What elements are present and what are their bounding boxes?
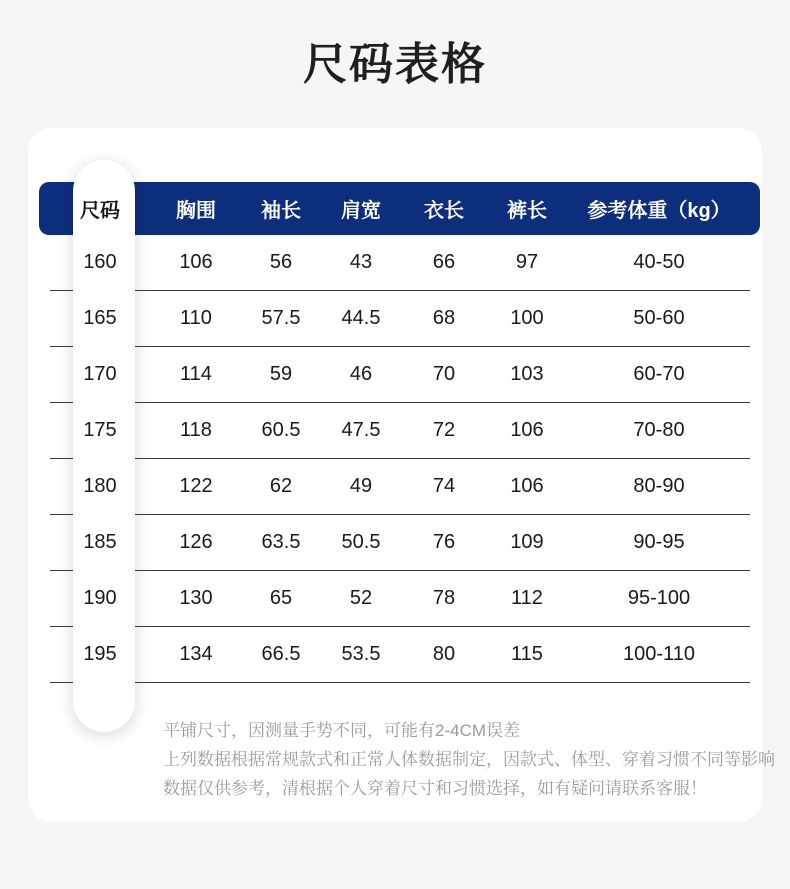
cell-value: 63.5 (261, 531, 301, 553)
cell-value: 175 (83, 419, 117, 441)
value-cell (486, 235, 568, 290)
cell-value: 76 (432, 531, 456, 553)
value-cell (150, 571, 242, 626)
cell-value: 160 (83, 251, 117, 273)
cell-value: 106 (510, 419, 544, 441)
value-cell (486, 515, 568, 570)
cell-value: 170 (83, 363, 117, 385)
header-label: 参考体重（kg） (587, 200, 731, 222)
table-row (50, 403, 750, 459)
footnote-line: 平铺尺寸，因测量手势不同，可能有2-4CM误差 (163, 721, 521, 740)
cell-value: 60.5 (261, 419, 301, 441)
value-cell (242, 459, 320, 514)
value-cell (150, 291, 242, 346)
cell-value: 52 (349, 587, 373, 609)
table-row (50, 571, 750, 627)
value-cell (320, 571, 402, 626)
value-cell (568, 459, 750, 514)
value-cell (486, 291, 568, 346)
value-cell (402, 571, 486, 626)
value-cell (402, 627, 486, 682)
value-cell (568, 291, 750, 346)
value-cell (150, 403, 242, 458)
footnotes (163, 716, 775, 803)
cell-value: 122 (179, 475, 213, 497)
cell-value: 115 (511, 643, 543, 665)
value-cell (320, 403, 402, 458)
cell-value: 165 (83, 307, 117, 329)
cell-value: 59 (269, 363, 293, 385)
header-label: 胸围 (176, 200, 216, 222)
cell-value: 106 (179, 251, 213, 273)
value-cell (242, 291, 320, 346)
cell-value: 180 (83, 475, 117, 497)
value-cell (242, 515, 320, 570)
cell-value: 46 (349, 363, 373, 385)
value-cell (320, 347, 402, 402)
table-row (50, 291, 750, 347)
value-cell (320, 235, 402, 290)
cell-value: 130 (179, 587, 213, 609)
cell-value: 47.5 (341, 419, 381, 441)
value-cell (402, 291, 486, 346)
value-cell (402, 347, 486, 402)
value-cell (568, 627, 750, 682)
value-cell (486, 459, 568, 514)
cell-value: 112 (511, 587, 543, 609)
cell-value: 134 (179, 643, 213, 665)
cell-value: 95-100 (627, 587, 691, 609)
cell-value: 78 (432, 587, 456, 609)
cell-value: 97 (515, 251, 539, 273)
value-cell (150, 235, 242, 290)
value-cell (320, 459, 402, 514)
value-cell (402, 403, 486, 458)
cell-value: 70-80 (633, 419, 685, 441)
footnote-line: 数据仅供参考，清根据个人穿着尺寸和习惯选择，如有疑问请联系客服！ (163, 779, 707, 798)
value-cell (568, 403, 750, 458)
cell-value: 80 (432, 643, 456, 665)
header-label: 衣长 (424, 200, 464, 222)
cell-value: 40-50 (633, 251, 685, 273)
cell-value: 50.5 (341, 531, 381, 553)
cell-value: 185 (83, 531, 117, 553)
cell-value: 72 (432, 419, 456, 441)
cell-value: 66 (432, 251, 456, 273)
cell-value: 65 (269, 587, 293, 609)
cell-value: 100 (510, 307, 544, 329)
value-cell (150, 515, 242, 570)
size-table (50, 182, 750, 683)
value-cell (320, 291, 402, 346)
cell-value: 68 (432, 307, 456, 329)
cell-value: 80-90 (633, 475, 685, 497)
value-cell (320, 627, 402, 682)
cell-value: 57.5 (261, 307, 301, 329)
cell-value: 50-60 (633, 307, 685, 329)
value-cell (150, 627, 242, 682)
cell-value: 66.5 (261, 643, 301, 665)
cell-value: 70 (432, 363, 456, 385)
cell-value: 74 (432, 475, 456, 497)
header-label: 袖长 (261, 200, 301, 222)
cell-value: 118 (180, 419, 212, 441)
table-row (50, 347, 750, 403)
cell-value: 43 (349, 251, 373, 273)
cell-value: 109 (510, 531, 544, 553)
value-cell (242, 347, 320, 402)
value-cell (568, 347, 750, 402)
cell-value: 53.5 (341, 643, 381, 665)
footnote-line: 上列数据根据常规款式和正常人体数据制定，因款式、体型、穿着习惯不同等影响 (163, 750, 775, 769)
cell-value: 114 (180, 363, 212, 385)
header-label: 裤长 (507, 200, 547, 222)
table-row (50, 235, 750, 291)
value-cell (402, 459, 486, 514)
value-cell (242, 235, 320, 290)
value-cell (486, 347, 568, 402)
size-chart-card (28, 128, 775, 822)
value-cell (242, 571, 320, 626)
value-cell (150, 459, 242, 514)
cell-value: 62 (269, 475, 293, 497)
cell-value: 90-95 (633, 531, 685, 553)
value-cell (402, 235, 486, 290)
page-title: 尺码表格 (303, 40, 487, 89)
value-cell (320, 515, 402, 570)
cell-value: 49 (349, 475, 373, 497)
cell-value: 190 (83, 587, 117, 609)
cell-value: 44.5 (341, 307, 381, 329)
table-body (50, 235, 750, 683)
header-label: 尺码 (80, 200, 120, 222)
cell-value: 103 (510, 363, 544, 385)
table-row (50, 459, 750, 515)
value-cell (568, 235, 750, 290)
value-cell (242, 403, 320, 458)
cell-value: 100-110 (623, 643, 695, 665)
value-cell (486, 627, 568, 682)
table-row (50, 515, 750, 571)
value-cell (568, 515, 750, 570)
cell-value: 60-70 (633, 363, 685, 385)
value-cell (486, 403, 568, 458)
cell-value: 110 (180, 307, 212, 329)
value-cell (150, 347, 242, 402)
cell-value: 126 (179, 531, 213, 553)
table-row (50, 627, 750, 683)
value-cell (486, 571, 568, 626)
cell-value: 106 (510, 475, 544, 497)
value-cell (402, 515, 486, 570)
value-cell (242, 627, 320, 682)
value-cell (568, 571, 750, 626)
cell-value: 56 (269, 251, 293, 273)
header-label: 肩宽 (341, 200, 381, 222)
cell-value: 195 (83, 643, 117, 665)
